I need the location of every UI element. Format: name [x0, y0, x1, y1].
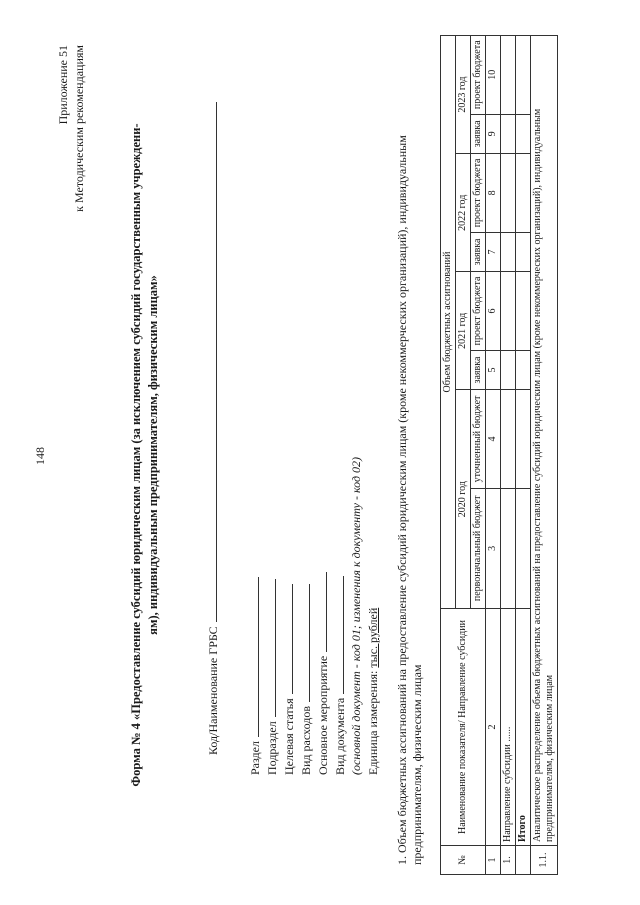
table-cell[interactable]: [516, 272, 531, 350]
table-column-numbers-row: [486, 36, 501, 875]
field-main-activity: [315, 572, 331, 775]
table-cell[interactable]: [516, 488, 531, 608]
table-cell[interactable]: [516, 36, 531, 115]
table-cell[interactable]: [501, 272, 516, 350]
table-cell[interactable]: [501, 114, 516, 154]
subsidy-table: [440, 35, 558, 875]
field-section-label: Раздел: [248, 741, 262, 775]
column-number: 4: [486, 390, 501, 488]
grbs-field: [205, 102, 221, 755]
table-cell[interactable]: [516, 232, 531, 272]
header-2020-initial: первоначальный бюджет: [471, 488, 486, 608]
field-subsection: [264, 579, 280, 775]
column-number: 5: [486, 350, 501, 390]
table-cell[interactable]: [501, 154, 516, 232]
table-cell[interactable]: [501, 488, 516, 608]
column-number: 10: [486, 36, 501, 115]
field-document-type-label: Вид документа: [333, 697, 347, 775]
footer-number: 1.1.: [531, 846, 558, 875]
page-number: 148: [33, 447, 47, 465]
header-indicator-name: Наименование показателя/ Направление субсидии: [441, 609, 486, 846]
field-subsection-label: Подраздел: [265, 721, 279, 775]
header-year-2022: 2022 год: [456, 154, 471, 272]
field-section-blank[interactable]: [247, 577, 259, 737]
field-target-item-label: Целевая статья: [282, 698, 296, 775]
row-name-total: Итого: [516, 609, 531, 846]
table-footer-row: [531, 36, 558, 875]
table-cell[interactable]: [501, 350, 516, 390]
field-section: [247, 577, 263, 775]
field-expense-type-label: Вид расходов: [299, 706, 313, 775]
table-cell[interactable]: [516, 350, 531, 390]
table-row-total: [516, 36, 531, 875]
header-year-2023: 2023 год: [456, 36, 471, 154]
field-target-item-blank[interactable]: [281, 584, 293, 694]
row-name: Направление субсидии ......: [501, 609, 516, 846]
form-title-line-1: Форма № 4 «Предоставление субсидий юридическим лицам (за исключением субсидий государственным учреждени-: [129, 123, 143, 787]
form-title: [128, 25, 162, 885]
header-year-2020: 2020 год: [456, 390, 471, 609]
form-title-line-2: ям), индивидуальным предпринимателям, физическим лицам»: [146, 275, 160, 635]
table-cell[interactable]: [516, 154, 531, 232]
header-2023-request: заявка: [471, 114, 486, 154]
row-number: 1.: [501, 846, 516, 875]
header-2021-request: заявка: [471, 350, 486, 390]
header-year-2021: 2021 год: [456, 272, 471, 390]
appendix-reference: к Методическим рекомендациям: [72, 45, 86, 212]
table-cell[interactable]: [501, 390, 516, 488]
field-expense-type-blank[interactable]: [298, 584, 310, 702]
row-number: [516, 846, 531, 875]
header-2022-project: проект бюджета: [471, 154, 486, 232]
table-cell[interactable]: [516, 390, 531, 488]
field-main-activity-label: Основное мероприятие: [316, 655, 330, 775]
grbs-label: Код/Наименование ГРБС: [206, 626, 220, 755]
unit-value: тыс. рублей: [366, 607, 380, 668]
header-2020-refined: уточненный бюджет: [471, 390, 486, 488]
column-number: 9: [486, 114, 501, 154]
field-expense-type: [298, 584, 314, 775]
column-number: 7: [486, 232, 501, 272]
table-cell[interactable]: [516, 114, 531, 154]
table-cell[interactable]: [501, 232, 516, 272]
unit-of-measure: [366, 608, 381, 775]
header-number: №: [441, 846, 486, 875]
column-number: 8: [486, 154, 501, 232]
footer-text: Аналитическое распределение объема бюджетных ассигнований на предоставление субсидий юридическим лицам (кроме некоммерческих организаций), индивидуальным предпринимателям, физическим лицам: [531, 36, 558, 846]
table-cell[interactable]: [501, 36, 516, 115]
table-row: [501, 36, 516, 875]
column-number: 2: [486, 609, 501, 846]
field-document-type-blank[interactable]: [332, 576, 344, 694]
column-number: 6: [486, 272, 501, 350]
field-document-type: [332, 576, 348, 775]
column-number: 1: [486, 846, 501, 875]
field-main-activity-blank[interactable]: [315, 572, 327, 652]
appendix-number: Приложение 51: [56, 45, 70, 125]
column-number: 3: [486, 488, 501, 608]
section-1-heading: 1. Объем бюджетных ассигнований на предоставление субсидий юридическим лицам (кроме некоммерческих организаций), индивидуальным предпринимателям, физическим лицам: [395, 135, 424, 865]
header-2022-request: заявка: [471, 232, 486, 272]
unit-label: Единица измерения:: [366, 670, 380, 775]
document-type-note: (основной документ - код 01; изменения к документу - код 02): [349, 456, 363, 775]
table-header-row-1: [441, 36, 456, 875]
header-2023-project: проект бюджета: [471, 36, 486, 115]
grbs-blank[interactable]: [205, 102, 217, 622]
field-subsection-blank[interactable]: [264, 579, 276, 717]
field-target-item: [281, 584, 297, 775]
header-2021-project: проект бюджета: [471, 272, 486, 350]
header-budget-volume: Объем бюджетных ассигнований: [441, 36, 456, 609]
